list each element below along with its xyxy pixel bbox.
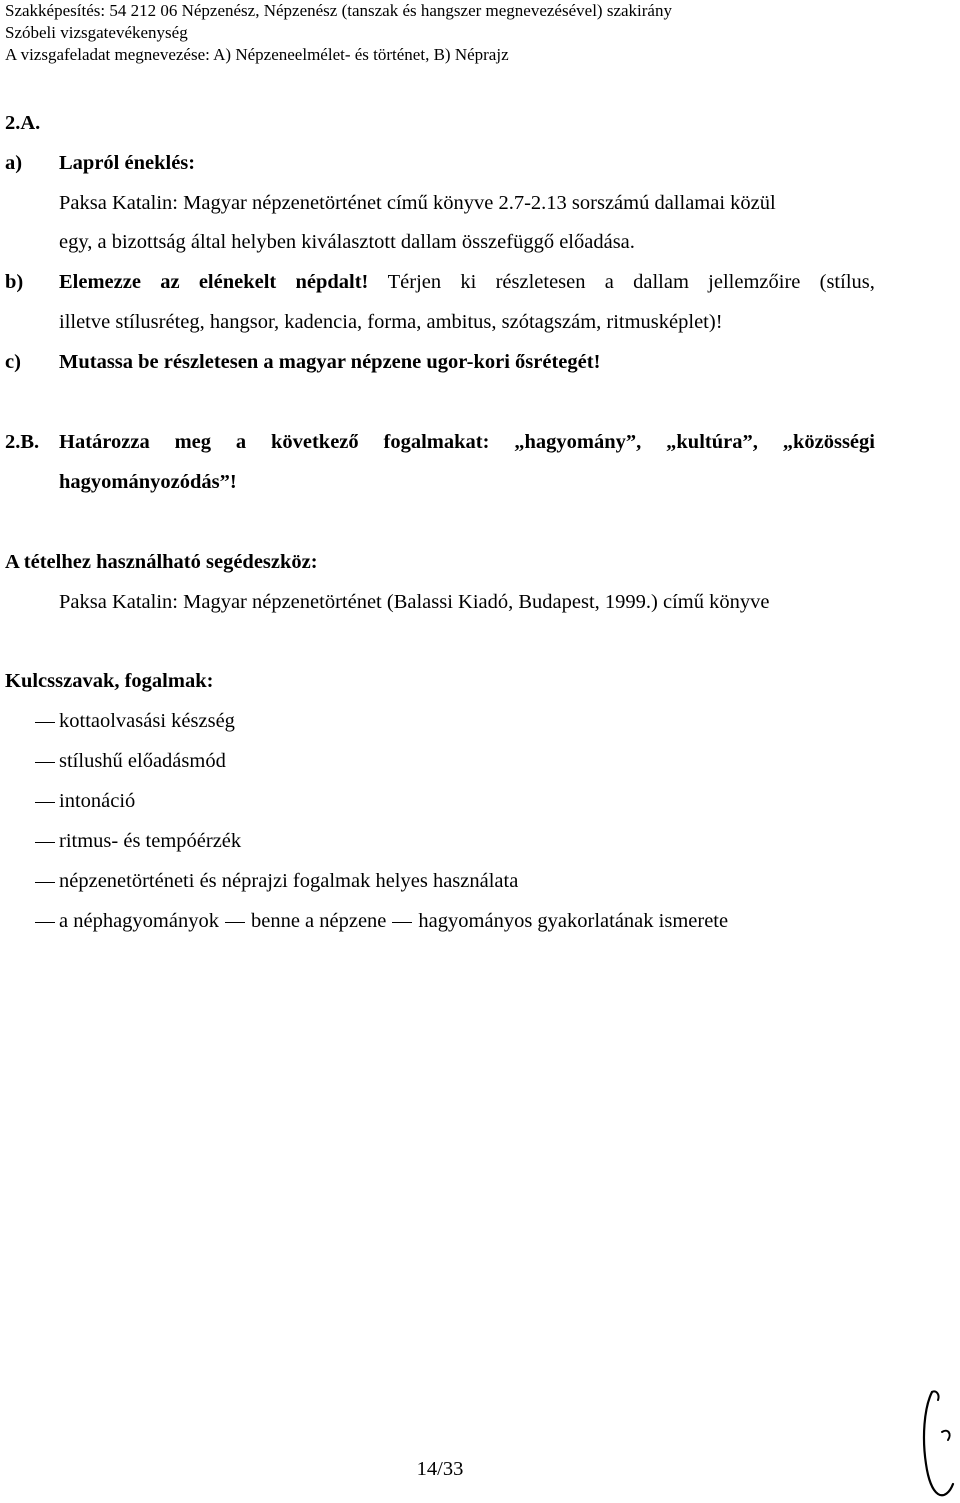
section-b-word: fogalmakat:: [383, 431, 490, 453]
dash-icon: [392, 922, 412, 923]
item-b-word: jellemzőire: [708, 271, 801, 293]
item-c-marker: c): [5, 351, 21, 373]
keyword-text: kottaolvasási készség: [59, 710, 235, 732]
dash-icon: [35, 842, 55, 843]
dash-icon: [35, 722, 55, 723]
keyword-item: [35, 788, 135, 814]
item-b-line1: [59, 269, 875, 295]
item-b-word: Elemezze: [59, 271, 141, 293]
item-b-word: ki: [460, 271, 477, 293]
section-b-word: következő: [270, 431, 359, 453]
signature-mark: [918, 1388, 958, 1500]
item-b-word: dallam: [633, 271, 689, 293]
dash-icon: [225, 922, 245, 923]
section-b-word: Határozza: [59, 431, 150, 453]
item-b-marker: b): [5, 271, 24, 293]
item-b-word: (stílus,: [819, 271, 875, 293]
keyword-text: népzenetörténeti és néprajzi fogalmak helyes használata: [59, 870, 519, 892]
keyword-text: a néphagyományok: [59, 910, 219, 932]
item-b-word: részletesen: [495, 271, 586, 293]
item-b-word: a: [604, 271, 614, 293]
dash-icon: [35, 922, 55, 923]
dash-icon: [35, 882, 55, 883]
item-a-line2: egy, a bizottság által helyben kiválasztott dallam összefüggő előadása.: [59, 231, 635, 253]
keyword-text: hagyományos gyakorlatának ismerete: [418, 910, 729, 932]
tools-text: Paksa Katalin: Magyar népzenetörténet (Balassi Kiadó, Budapest, 1999.) című könyve: [59, 591, 770, 613]
keyword-item: [35, 908, 728, 934]
header-task-name: A vizsgafeladat megnevezése: A) Népzeneelmélet- és történet, B) Néprajz: [5, 45, 509, 64]
item-a-line1: Paksa Katalin: Magyar népzenetörténet című könyve 2.7-2.13 sorszámú dallamai közül: [59, 192, 776, 214]
dash-icon: [35, 802, 55, 803]
item-b-word: népdalt!: [295, 271, 369, 293]
keyword-text: intonáció: [59, 790, 136, 812]
section-b-word: „hagyomány”,: [514, 431, 642, 453]
section-a-title: 2.A.: [5, 112, 41, 134]
section-b-word: „közösségi: [782, 431, 875, 453]
section-b-word: a: [235, 431, 247, 453]
keyword-text: benne a népzene: [250, 910, 387, 932]
item-a-heading: Lapról éneklés:: [59, 152, 196, 174]
section-b-line2: hagyományozódás”!: [59, 471, 237, 493]
section-b-line1: [59, 429, 875, 455]
keyword-item: [35, 748, 226, 774]
tools-heading: A tételhez használható segédeszköz:: [5, 551, 318, 573]
keyword-text: ritmus- és tempóérzék: [59, 830, 242, 852]
header-qualification: Szakképesítés: 54 212 06 Népzenész, Népzenész (tanszak és hangszer megnevezésével) szakirány: [5, 1, 672, 20]
section-b-title: 2.B.: [5, 431, 40, 453]
dash-icon: [35, 762, 55, 763]
keyword-item: [35, 708, 235, 734]
keyword-text: stílushű előadásmód: [59, 750, 226, 772]
item-c-text: Mutassa be részletesen a magyar népzene ugor-kori ősrétegét!: [59, 351, 601, 373]
section-b-word: „kultúra”,: [666, 431, 758, 453]
section-b-word: meg: [174, 431, 211, 453]
keyword-item: [35, 868, 518, 894]
page-number: 14/33: [416, 1458, 464, 1480]
item-b-word: elénekelt: [198, 271, 277, 293]
item-b-word: az: [160, 271, 180, 293]
item-b-word: Térjen: [387, 271, 442, 293]
item-b-line2: illetve stílusréteg, hangsor, kadencia, forma, ambitus, szótagszám, ritmusképlet)!: [59, 311, 723, 333]
keyword-item: [35, 828, 241, 854]
keywords-heading: Kulcsszavak, fogalmak:: [5, 670, 214, 692]
header-exam-type: Szóbeli vizsgatevékenység: [5, 23, 188, 42]
document-header: [5, 0, 672, 66]
item-a-marker: a): [5, 152, 23, 174]
